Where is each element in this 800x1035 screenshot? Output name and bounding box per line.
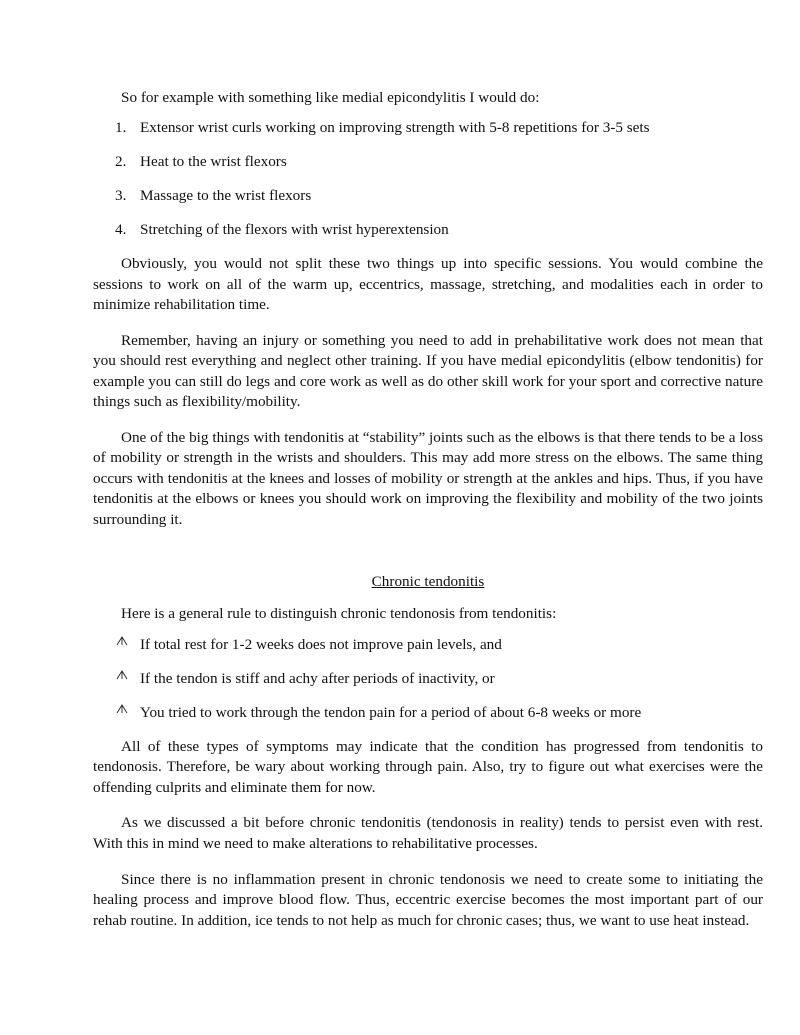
list-item-text: Massage to the wrist flexors	[140, 187, 312, 205]
section-heading	[93, 572, 763, 592]
list-number: 1.	[115, 119, 127, 137]
document-page	[93, 88, 763, 946]
list-item	[93, 669, 763, 689]
list-item	[93, 220, 763, 240]
arrowhead-bullet-icon	[116, 634, 128, 646]
list-item-text: If the tendon is stiff and achy after periods of inactivity, or	[140, 669, 495, 687]
numbered-list	[93, 118, 763, 240]
body-paragraph: As we discussed a bit before chronic tendonitis (tendonosis in reality) tends to persist even with rest. With this in mind we need to make alterations to rehabilitative processes.	[93, 814, 763, 852]
section-heading-text: Chronic tendonitis	[371, 573, 485, 591]
list-item-text: Stretching of the flexors with wrist hyperextension	[140, 221, 449, 239]
list-number: 3.	[115, 187, 127, 205]
list-item	[93, 152, 763, 172]
list-item-text: You tried to work through the tendon pain for a period of about 6-8 weeks or more	[140, 703, 642, 721]
list-item-text: Extensor wrist curls working on improving strength with 5-8 repetitions for 3-5 sets	[140, 119, 650, 137]
list-item	[93, 635, 763, 655]
body-paragraph: Obviously, you would not split these two things up into specific sessions. You would combine the sessions to work on all of the warm up, eccentrics, massage, stretching, and modalities each in order to minimize rehabilitation time.	[93, 255, 763, 314]
body-paragraph: All of these types of symptoms may indicate that the condition has progressed from tendonitis to tendonosis. Therefore, be wary about working through pain. Also, try to figure out what exercises were the offending culprits and eliminate them for now.	[93, 737, 763, 796]
body-paragraph: One of the big things with tendonitis at “stability” joints such as the elbows is that there tends to be a loss of mobility or strength in the wrists and shoulders. This may add more stress on the elbows. The same thing occurs with tendonitis at the knees and losses of mobility or strength at the ankles and hips. Thus, if you have tendonitis at the elbows or knees you should work on improving the flexibility and mobility of the two joints surrounding it.	[93, 429, 763, 528]
list-item-text: Heat to the wrist flexors	[140, 153, 287, 171]
list-number: 4.	[115, 221, 127, 239]
bullet-list	[93, 635, 763, 723]
intro-text: Here is a general rule to distinguish chronic tendonosis from tendonitis:	[121, 605, 557, 623]
list-item	[93, 186, 763, 206]
body-paragraph: Remember, having an injury or something you need to add in prehabilitative work does not mean that you should rest everything and neglect other training. If you have medial epicondylitis (elbow tendonitis) for example you can still do legs and core work as well as do other skill work for your sport and corrective nature things such as flexibility/mobility.	[93, 332, 763, 411]
body-paragraph: Since there is no inflammation present in chronic tendonosis we need to create some to initiating the healing process and improve blood flow. Thus, eccentric exercise becomes the most important part of our rehab routine. In addition, ice tends to not help as much for chronic cases; thus, we want to use heat instead.	[93, 870, 763, 929]
arrowhead-bullet-icon	[116, 668, 128, 680]
list-number: 2.	[115, 153, 127, 171]
arrowhead-bullet-icon	[116, 702, 128, 714]
list-item	[93, 703, 763, 723]
list-item	[93, 118, 763, 138]
intro-text: So for example with something like medial epicondylitis I would do:	[121, 89, 540, 106]
list-item-text: If total rest for 1-2 weeks does not improve pain levels, and	[140, 635, 502, 653]
